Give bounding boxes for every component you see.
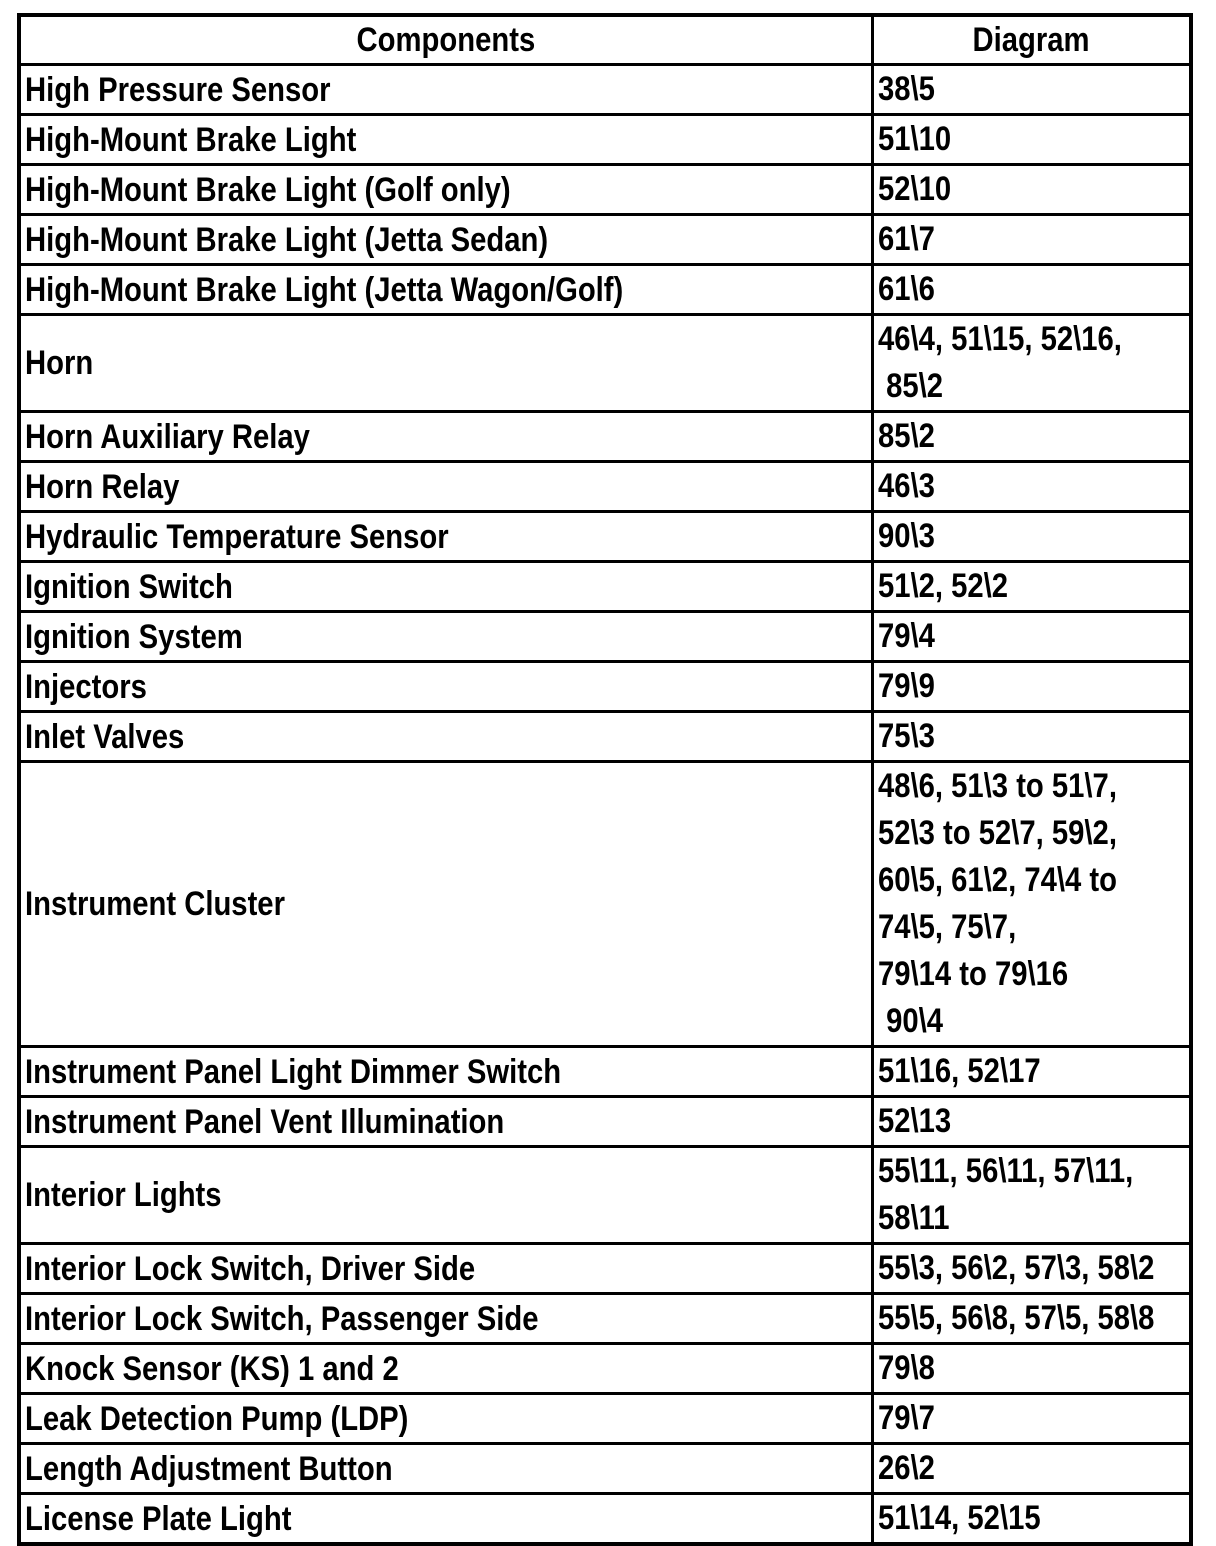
diagram-cell [872,115,1191,165]
component-name: Instrument Panel Light Dimmer Switch [25,1052,562,1091]
diagram-reference: 79\8 [877,1349,935,1387]
component-name: High-Mount Brake Light (Golf only) [25,170,511,209]
diagram-reference: 85\2 [877,417,935,455]
diagram-cell [872,712,1191,762]
component-cell [19,462,872,512]
column-header-components: Components [19,15,872,65]
diagram-reference: 79\14 to 79\16 [877,955,1068,993]
component-name: Interior Lock Switch, Passenger Side [25,1299,539,1338]
diagram-cell [872,762,1191,1047]
component-cell [19,1394,872,1444]
component-name: Horn [25,344,94,382]
diagram-reference: 85\2 [877,367,943,405]
diagram-reference: 38\5 [877,70,935,108]
diagram-reference: 48\6, 51\3 to 51\7, [877,767,1117,805]
table-row [19,1444,1191,1494]
component-name: Inlet Valves [25,717,185,756]
component-name: Interior Lock Switch, Driver Side [25,1249,476,1288]
diagram-reference: 90\3 [877,517,935,555]
component-name: Horn Auxiliary Relay [25,417,310,456]
diagram-reference: 55\5, 56\8, 57\5, 58\8 [877,1299,1154,1337]
table-row [19,1147,1191,1244]
table-row [19,412,1191,462]
table-row [19,562,1191,612]
table-row [19,612,1191,662]
diagram-reference: 60\5, 61\2, 74\4 to [877,861,1117,899]
table-row [19,165,1191,215]
diagram-cell [872,265,1191,315]
component-cell [19,1294,872,1344]
table-row [19,662,1191,712]
table-body [19,65,1191,1545]
table-row [19,315,1191,412]
diagram-reference: 55\3, 56\2, 57\3, 58\2 [877,1249,1154,1287]
table-row [19,762,1191,1047]
diagram-reference: 75\3 [877,717,935,755]
component-name: High-Mount Brake Light (Jetta Wagon/Golf) [25,270,624,309]
diagram-reference: 74\5, 75\7, [877,908,1016,946]
components-table [17,13,1193,1546]
table-row [19,1097,1191,1147]
component-name: Instrument Panel Vent Illumination [25,1102,505,1141]
component-name: Knock Sensor (KS) 1 and 2 [25,1349,399,1388]
component-cell [19,215,872,265]
diagram-cell [872,1244,1191,1294]
component-cell [19,662,872,712]
table-row [19,1344,1191,1394]
component-cell [19,165,872,215]
diagram-reference: 51\16, 52\17 [877,1052,1041,1090]
diagram-cell [872,562,1191,612]
diagram-cell [872,1444,1191,1494]
diagram-reference: 58\11 [877,1199,950,1237]
table-header-row [19,15,1191,65]
component-cell [19,562,872,612]
component-name: Leak Detection Pump (LDP) [25,1399,409,1438]
component-name: High-Mount Brake Light [25,120,357,159]
diagram-cell [872,612,1191,662]
diagram-reference: 52\13 [877,1102,951,1140]
diagram-reference: 55\11, 56\11, 57\11, [877,1152,1133,1190]
diagram-reference: 51\10 [877,120,951,158]
component-cell [19,65,872,115]
diagram-reference: 46\4, 51\15, 52\16, [877,320,1122,358]
component-name: Hydraulic Temperature Sensor [25,517,449,556]
diagram-cell [872,1344,1191,1394]
diagram-cell [872,662,1191,712]
component-cell [19,412,872,462]
diagram-reference: 61\7 [877,220,935,258]
component-cell [19,315,872,412]
table-row [19,115,1191,165]
diagram-cell [872,1147,1191,1244]
table-row [19,1494,1191,1545]
component-name: Horn Relay [25,467,180,506]
diagram-cell [872,65,1191,115]
diagram-cell [872,1494,1191,1545]
component-cell [19,1244,872,1294]
component-cell [19,1047,872,1097]
table-row [19,265,1191,315]
table-row [19,1294,1191,1344]
diagram-reference: 51\2, 52\2 [877,567,1008,605]
table-row [19,65,1191,115]
diagram-cell [872,512,1191,562]
component-cell [19,265,872,315]
diagram-reference: 79\4 [877,617,935,655]
diagram-cell [872,1294,1191,1344]
column-header-diagram: Diagram [872,15,1191,65]
component-name: Ignition System [25,617,243,656]
component-name: Instrument Cluster [25,885,285,923]
component-cell [19,1444,872,1494]
component-name: High Pressure Sensor [25,70,331,109]
table-row [19,1244,1191,1294]
component-name: Ignition Switch [25,567,233,606]
diagram-reference: 79\7 [877,1399,935,1437]
diagram-cell [872,165,1191,215]
component-name: Length Adjustment Button [25,1449,393,1488]
diagram-cell [872,412,1191,462]
diagram-cell [872,315,1191,412]
component-cell [19,712,872,762]
diagram-reference: 51\14, 52\15 [877,1499,1041,1537]
diagram-reference: 90\4 [877,1002,943,1040]
diagram-reference: 52\3 to 52\7, 59\2, [877,814,1117,852]
component-name: High-Mount Brake Light (Jetta Sedan) [25,220,549,259]
diagram-reference: 26\2 [877,1449,935,1487]
diagram-reference: 46\3 [877,467,935,505]
component-cell [19,1344,872,1394]
component-cell [19,762,872,1047]
table-row [19,1394,1191,1444]
table-row [19,215,1191,265]
component-cell [19,115,872,165]
component-name: License Plate Light [25,1499,292,1538]
diagram-reference: 61\6 [877,270,935,308]
component-cell [19,1147,872,1244]
component-cell [19,612,872,662]
diagram-cell [872,1097,1191,1147]
diagram-cell [872,462,1191,512]
diagram-cell [872,1047,1191,1097]
diagram-cell [872,215,1191,265]
component-name: Interior Lights [25,1176,222,1214]
diagram-cell [872,1394,1191,1444]
table-row [19,512,1191,562]
table-row [19,712,1191,762]
component-name: Injectors [25,667,147,706]
component-cell [19,1494,872,1545]
table-row [19,462,1191,512]
component-cell [19,512,872,562]
table-row [19,1047,1191,1097]
diagram-reference: 52\10 [877,170,951,208]
diagram-reference: 79\9 [877,667,935,705]
component-cell [19,1097,872,1147]
